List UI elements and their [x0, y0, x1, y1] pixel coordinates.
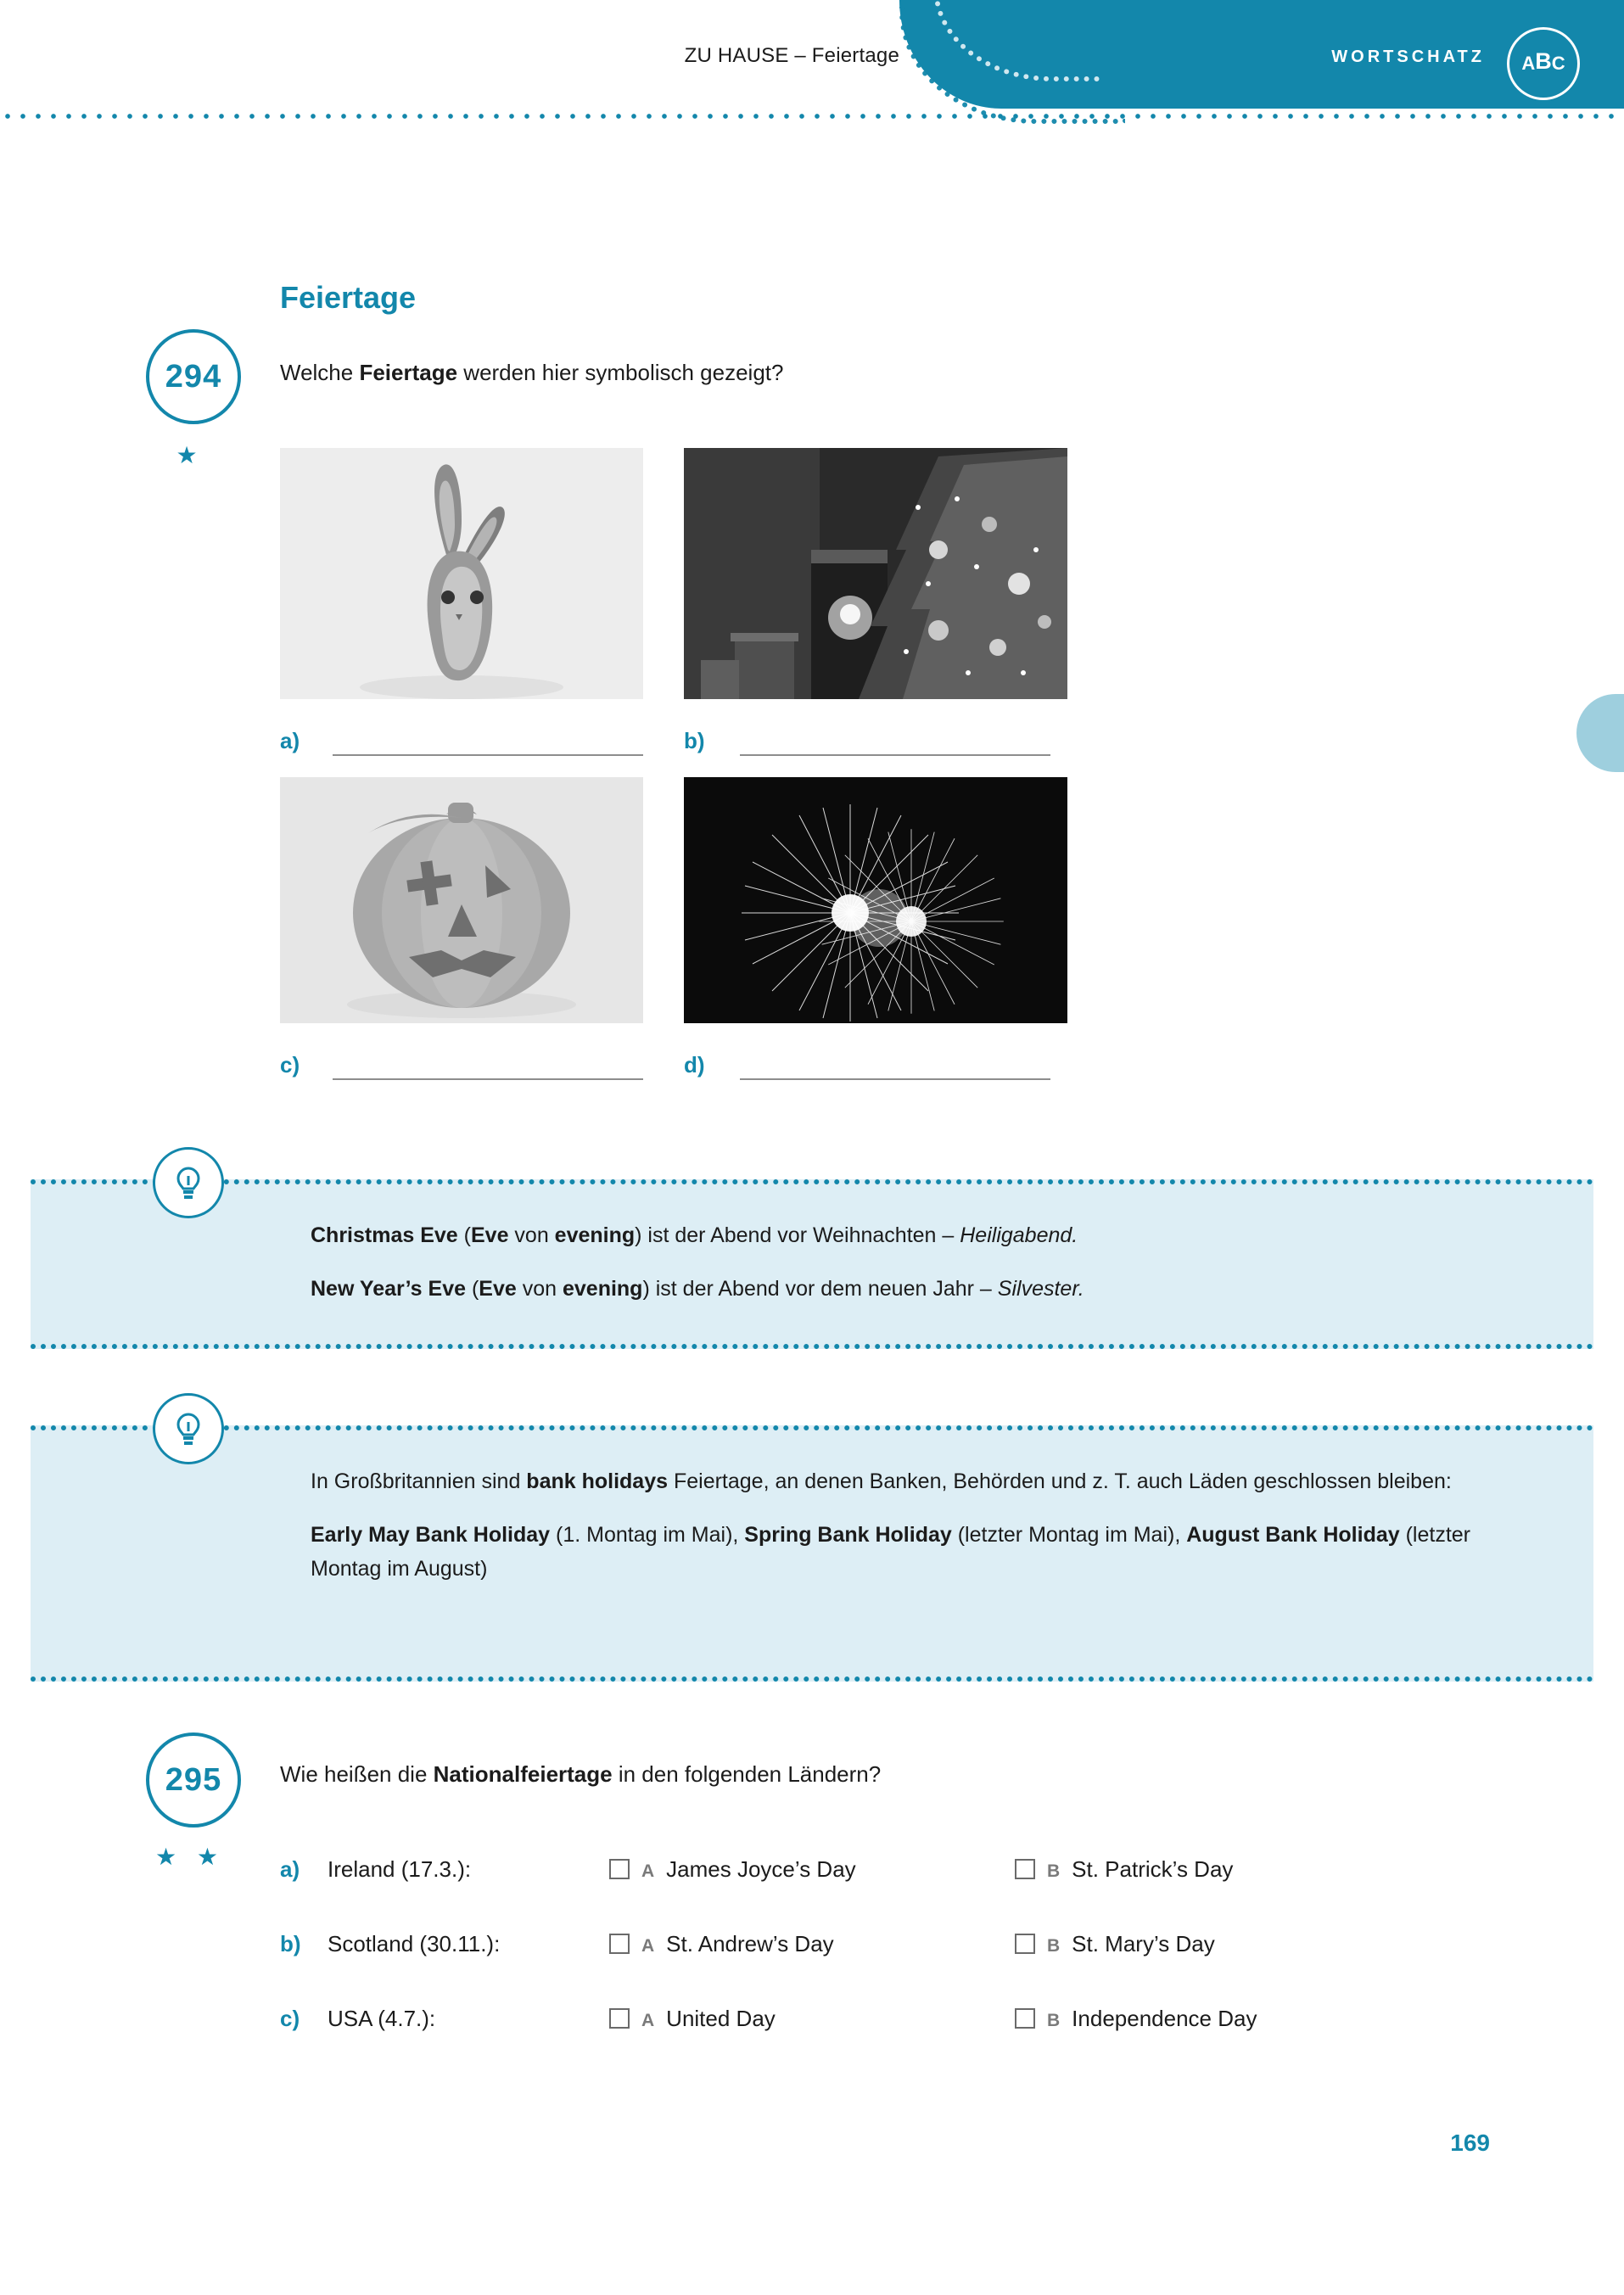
lightbulb-glyph-2: [171, 1410, 205, 1447]
info-box-1-line-2: [311, 1272, 1534, 1307]
caption-d: d): [684, 1052, 705, 1078]
lightbulb-icon: [153, 1147, 224, 1218]
info-box-2: [31, 1425, 1593, 1682]
ib2-l2-t1: (1. Montag im Mai),: [550, 1522, 745, 1547]
quiz-row-b-option-a[interactable]: [609, 1931, 834, 1957]
quiz-row-a-label: [280, 1856, 300, 1883]
info-box-1-line-1: [311, 1218, 1534, 1253]
ib1-l1-t3: ) ist der Abend vor Weihnachten –: [635, 1223, 960, 1247]
option-letter-a-A: A: [641, 1861, 655, 1881]
ib2-l1-b1: bank holidays: [526, 1469, 669, 1493]
prompt-text-after: werden hier symbolisch gezeigt?: [457, 360, 784, 385]
option-text-b-B: St. Mary’s Day: [1072, 1931, 1215, 1956]
ib2-l2-b2: Spring Bank Holiday: [744, 1522, 952, 1547]
lightbulb-icon-2: [153, 1393, 224, 1464]
quiz-row-b-label: [280, 1931, 301, 1957]
pumpkin-illustration: [280, 777, 643, 1023]
abc-badge-c: C: [1551, 53, 1565, 74]
answer-line-d[interactable]: [740, 1078, 1050, 1080]
header-dotted-rule: [0, 112, 1624, 120]
option-letter-c-B: B: [1047, 2011, 1061, 2030]
prompt-text-bold: Feiertage: [359, 360, 458, 385]
ib1-l1-i1: Heiligabend.: [960, 1223, 1078, 1247]
ib1-l2-t3: ) ist der Abend vor dem neuen Jahr –: [642, 1276, 998, 1301]
quiz-row-c-country: USA (4.7.):: [328, 2006, 436, 2031]
option-text-a-B: St. Patrick’s Day: [1072, 1856, 1234, 1882]
row-c-label: c): [280, 2006, 300, 2031]
ib1-l2-b1: New Year’s Eve: [311, 1276, 467, 1301]
option-text-b-A: St. Andrew’s Day: [666, 1931, 834, 1956]
quiz-row-c-option-b[interactable]: [1015, 2006, 1257, 2032]
prompt295-before: Wie heißen die: [280, 1761, 434, 1787]
checkbox-a-B[interactable]: [1015, 1859, 1035, 1879]
info-box-1: [31, 1179, 1593, 1349]
abc-badge-a: A: [1521, 53, 1536, 74]
ib1-l1-t2: von: [508, 1223, 555, 1247]
abc-badge-b: B: [1535, 48, 1552, 74]
quiz-row-a-country: Ireland (17.3.):: [328, 1856, 472, 1882]
exercise-prompt-295: [280, 1758, 1468, 1791]
quiz-row-b-country: Scotland (30.11.):: [328, 1931, 501, 1956]
checkbox-c-A[interactable]: [609, 2008, 630, 2029]
section-label: WORTSCHATZ: [1331, 48, 1485, 66]
page-number: 169: [1450, 2130, 1490, 2156]
page-header: [0, 0, 1624, 109]
pumpkin-photo: [280, 777, 643, 1023]
option-text-a-A: James Joyce’s Day: [666, 1856, 856, 1882]
checkbox-a-A[interactable]: [609, 1859, 630, 1879]
prompt295-bold: Nationalfeiertage: [433, 1761, 613, 1787]
ib2-l1-t1: In Großbritannien sind: [311, 1469, 527, 1493]
rabbit-photo: [280, 448, 643, 699]
fireworks-photo: [684, 777, 1067, 1023]
option-letter-c-A: A: [641, 2011, 655, 2030]
side-tab-marker: [1576, 694, 1624, 772]
caption-c: c): [280, 1052, 300, 1078]
quiz-row-a-option-a[interactable]: [609, 1856, 856, 1883]
quiz-row-a-option-b[interactable]: [1015, 1856, 1233, 1883]
rabbit-illustration: [280, 448, 643, 699]
quiz-row-b-option-b[interactable]: [1015, 1931, 1215, 1957]
row-a-label: a): [280, 1856, 300, 1882]
info-box-2-line-1: [311, 1464, 1534, 1499]
ib1-l1-b2: Eve: [470, 1223, 509, 1247]
ib2-l2-b3: August Bank Holiday: [1186, 1522, 1400, 1547]
abc-badge-icon: [1507, 27, 1580, 100]
caption-a: a): [280, 728, 300, 753]
ib1-l1-t1: (: [457, 1223, 471, 1247]
option-text-c-B: Independence Day: [1072, 2006, 1257, 2031]
option-letter-a-B: B: [1047, 1861, 1061, 1881]
ib1-l2-i1: Silvester.: [997, 1276, 1084, 1301]
ib2-l1-t2: Feiertage, an denen Banken, Behörden und z. T. auch Läden geschlossen bleiben:: [668, 1469, 1452, 1493]
ib2-l2-t2: (letzter Montag im Mai),: [951, 1522, 1187, 1547]
difficulty-stars-294: ★: [176, 442, 204, 468]
breadcrumb: ZU HAUSE – Feiertage: [684, 44, 899, 67]
exercise-number-294: 294: [146, 329, 241, 424]
info-box-2-line-2: [311, 1518, 1534, 1587]
fireworks-illustration: [684, 777, 1067, 1023]
answer-line-b[interactable]: [740, 753, 1050, 756]
option-text-c-A: United Day: [666, 2006, 776, 2031]
exercise-number-295: 295: [146, 1732, 241, 1828]
answer-line-c[interactable]: [333, 1078, 643, 1080]
caption-b: b): [684, 728, 705, 753]
option-letter-b-A: A: [641, 1936, 655, 1956]
quiz-row-c-label: [280, 2006, 300, 2032]
ib1-l2-t1: (: [466, 1276, 479, 1301]
row-b-label: b): [280, 1931, 301, 1956]
ib2-l2-t3: (letzter Montag im August): [311, 1522, 1471, 1581]
christmas-tree-photo: [684, 448, 1067, 699]
quiz-row-c-option-a[interactable]: [609, 2006, 776, 2032]
ib1-l1-b1: Christmas Eve: [311, 1223, 458, 1247]
ib1-l2-b2: Eve: [479, 1276, 517, 1301]
ib2-l2-b1: Early May Bank Holiday: [311, 1522, 551, 1547]
ib1-l1-b3: evening: [554, 1223, 636, 1247]
prompt295-after: in den folgenden Ländern?: [612, 1761, 882, 1787]
ib1-l2-b3: evening: [562, 1276, 643, 1301]
checkbox-c-B[interactable]: [1015, 2008, 1035, 2029]
lightbulb-glyph: [171, 1164, 205, 1201]
ib1-l2-t2: von: [516, 1276, 563, 1301]
difficulty-stars-295: ★ ★: [155, 1844, 225, 1870]
prompt-text-before: Welche: [280, 360, 360, 385]
checkbox-b-A[interactable]: [609, 1934, 630, 1954]
answer-line-a[interactable]: [333, 753, 643, 756]
option-letter-b-B: B: [1047, 1936, 1061, 1956]
exercise-prompt-294: [280, 356, 1383, 389]
checkbox-b-B[interactable]: [1015, 1934, 1035, 1954]
christmas-illustration: [684, 448, 1067, 699]
page-title: Feiertage: [280, 280, 417, 315]
